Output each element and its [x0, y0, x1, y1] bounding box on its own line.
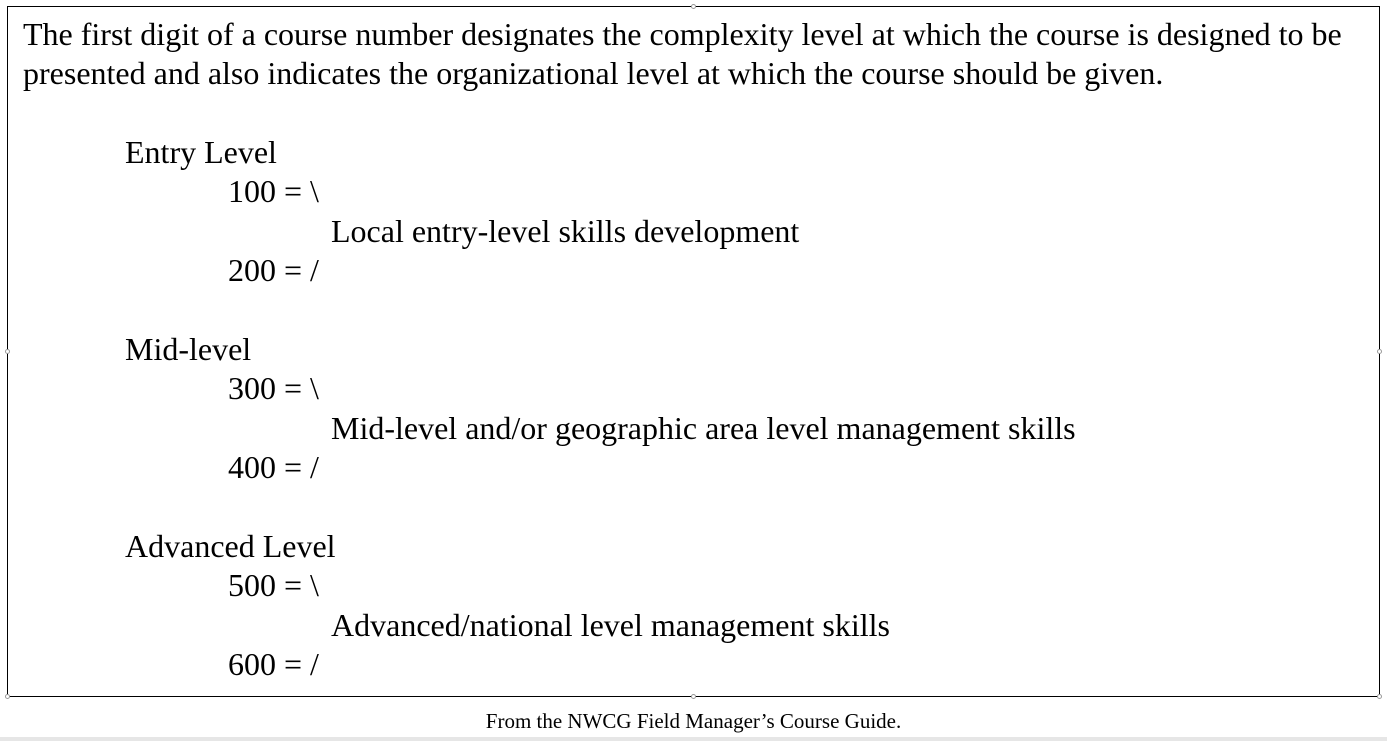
intro-paragraph: The first digit of a course number designates the complexity level at which the course is designed to be presented and also indicates the organizational level at which the course should be given. [23, 16, 1342, 91]
course-range-500: 500 = \ [228, 567, 319, 603]
resize-handle-right[interactable] [1377, 349, 1382, 354]
level-description-entry: Local entry-level skills development [331, 213, 800, 249]
course-range-200: 200 = / [228, 252, 319, 288]
figure-caption: From the NWCG Field Manager’s Course Guide. [485, 709, 902, 733]
level-description-advanced: Advanced/national level management skills [331, 607, 890, 643]
level-heading-mid: Mid-level [125, 331, 252, 367]
course-range-400: 400 = / [228, 449, 319, 485]
level-description-mid: Mid-level and/or geographic area level management skills [331, 410, 1076, 446]
level-heading-entry: Entry Level [125, 134, 277, 170]
bottom-strip [0, 737, 1387, 741]
resize-handle-bottom-left[interactable] [5, 694, 10, 699]
text-box[interactable] [7, 6, 1380, 697]
resize-handle-left[interactable] [5, 349, 10, 354]
course-range-600: 600 = / [228, 646, 319, 682]
course-range-300: 300 = \ [228, 370, 319, 406]
resize-handle-bottom[interactable] [691, 694, 696, 699]
resize-handle-top[interactable] [691, 4, 696, 9]
level-heading-advanced: Advanced Level [125, 528, 336, 564]
course-range-100: 100 = \ [228, 173, 319, 209]
resize-handle-bottom-right[interactable] [1377, 694, 1382, 699]
